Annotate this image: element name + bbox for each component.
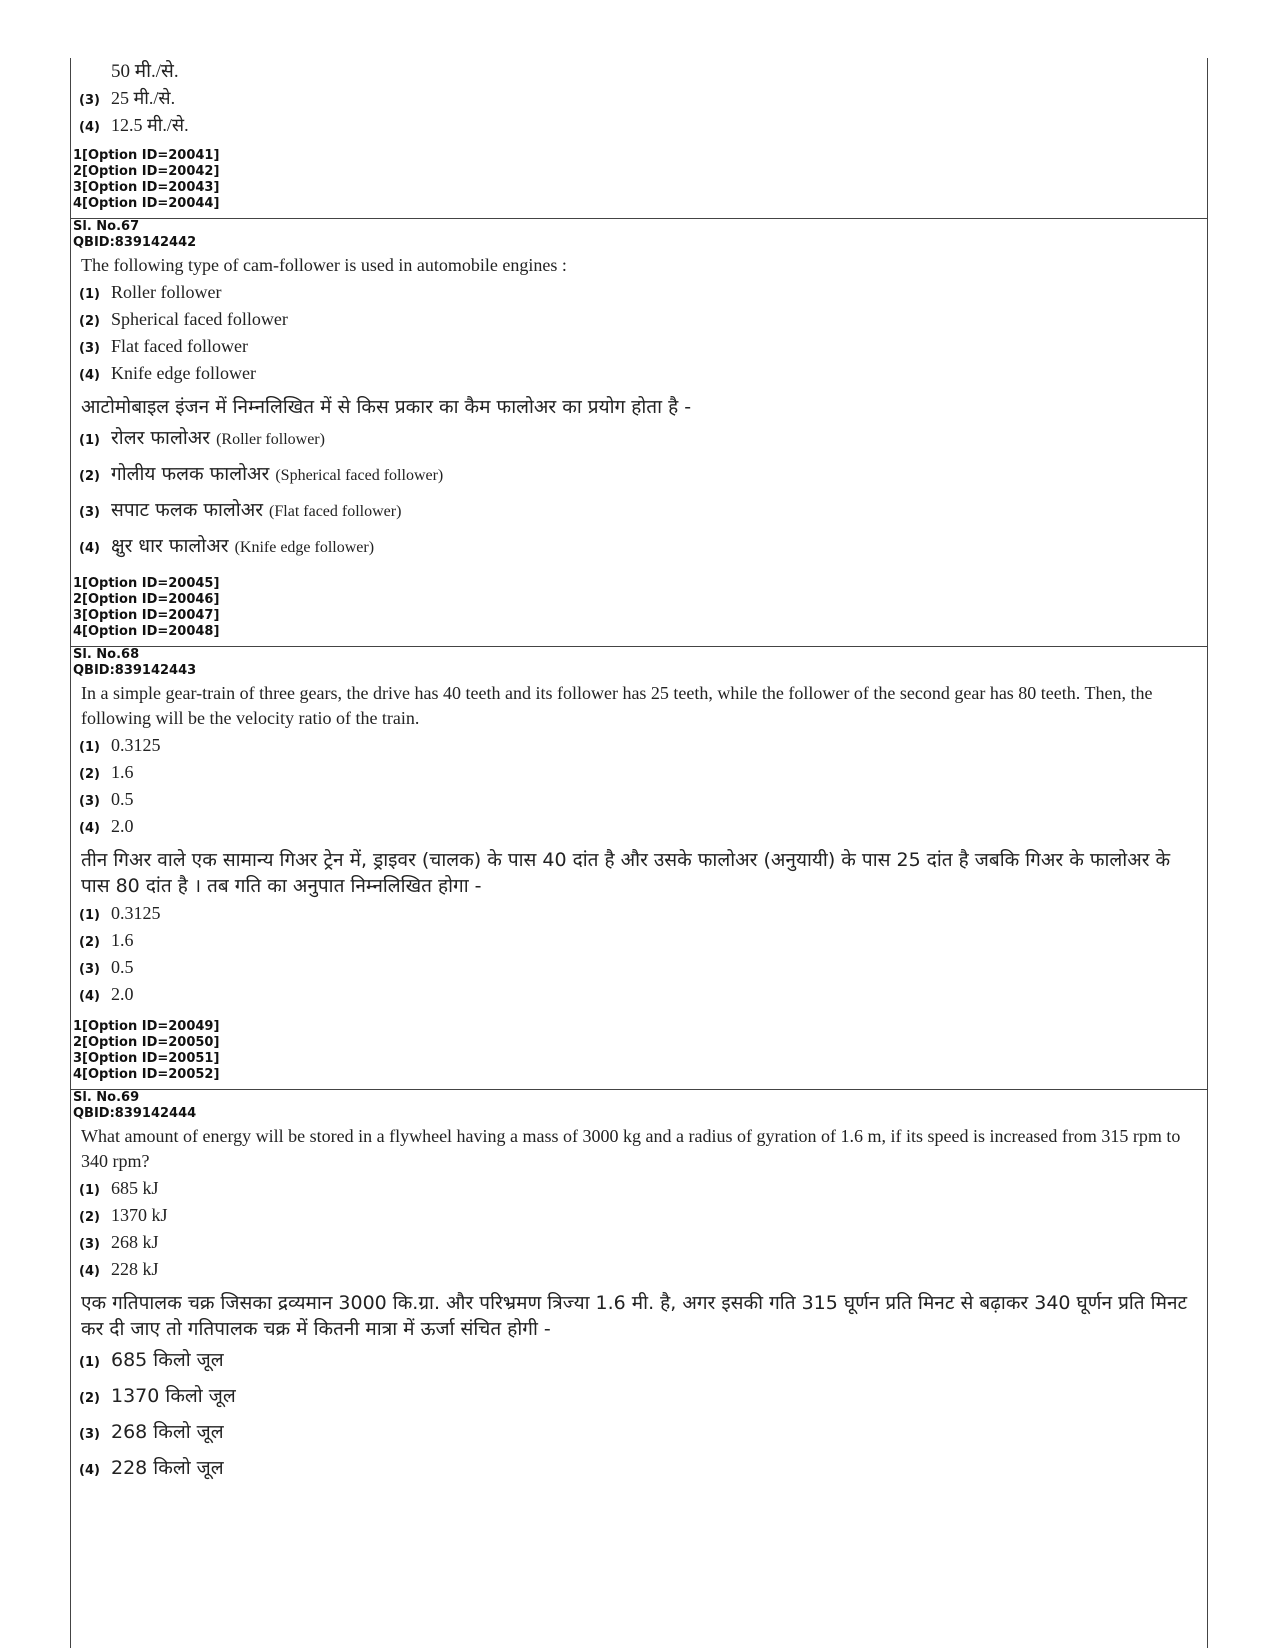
option-row: [71, 496, 1207, 532]
option-row: [71, 816, 1207, 843]
option-text: 1.6: [111, 930, 134, 950]
option-id: 3[Option ID=20047]: [73, 608, 220, 623]
continued-option-text: 50 मी./से.: [111, 61, 179, 82]
option-text: 1370 किलो जूल: [111, 1385, 236, 1407]
option-english-gloss: (Roller follower): [216, 431, 325, 448]
qbid: QBID:839142444: [73, 1106, 197, 1121]
question-block-67: [71, 219, 1207, 647]
option-number: (4): [79, 989, 100, 1004]
option-text: रोलर फालोअर: [111, 427, 217, 449]
option-text: 685 किलो जूल: [111, 1349, 224, 1371]
option-id-list: [71, 1019, 1207, 1083]
option-english-gloss: (Flat faced follower): [269, 503, 402, 520]
question-text-english: What amount of energy will be stored in a flywheel having a mass of 3000 kg and a radius of gyration of 1.6 m, if its speed is increased from 315 rpm to 340 rpm?: [81, 1126, 1181, 1171]
option-row: [71, 336, 1207, 363]
option-text: 2.0: [111, 816, 134, 836]
option-number: (4): [79, 1264, 100, 1279]
option-text: सपाट फलक फालोअर: [111, 499, 270, 521]
option-number: (4): [79, 120, 100, 135]
option-number: (2): [79, 314, 100, 329]
option-number: (3): [79, 93, 100, 108]
option-english-gloss: (Knife edge follower): [234, 539, 375, 556]
option-id: 3[Option ID=20051]: [73, 1051, 220, 1066]
option-english-gloss: (Spherical faced follower): [275, 467, 444, 484]
serial-number: Sl. No.68: [73, 647, 140, 662]
qbid: QBID:839142443: [73, 663, 197, 678]
option-text: 1.6: [111, 762, 134, 782]
question-header: [71, 219, 1207, 251]
option-id: 2[Option ID=20042]: [73, 164, 220, 179]
option-text: 2.0: [111, 984, 134, 1004]
option-row: [71, 762, 1207, 789]
option-text: 268 किलो जूल: [111, 1421, 224, 1443]
option-row: [71, 1178, 1207, 1205]
option-row: [71, 282, 1207, 309]
option-row: [71, 789, 1207, 816]
option-id: 1[Option ID=20049]: [73, 1019, 220, 1034]
option-number: (3): [79, 341, 100, 356]
option-number: (1): [79, 740, 100, 755]
option-number: (4): [79, 821, 100, 836]
option-row: [71, 903, 1207, 930]
option-id: 1[Option ID=20041]: [73, 148, 220, 163]
continued-question-block: [71, 58, 1207, 219]
option-number: (1): [79, 287, 100, 302]
option-id: 4[Option ID=20048]: [73, 624, 220, 639]
option-row: [71, 1346, 1207, 1382]
option-number: (2): [79, 767, 100, 782]
option-id: 1[Option ID=20045]: [73, 576, 220, 591]
option-row: [71, 460, 1207, 496]
option-text: 228 किलो जूल: [111, 1457, 224, 1479]
option-id-list: [71, 576, 1207, 640]
option-row: [71, 1259, 1207, 1286]
option-text: क्षुर धार फालोअर: [111, 535, 235, 557]
option-row: [71, 1382, 1207, 1418]
option-row: [71, 309, 1207, 336]
option-id: 2[Option ID=20046]: [73, 592, 220, 607]
option-text: Flat faced follower: [111, 336, 248, 356]
option-row: [71, 532, 1207, 568]
option-text: Spherical faced follower: [111, 309, 288, 329]
option-number: (3): [79, 1427, 100, 1442]
question-block-68: [71, 647, 1207, 1090]
option-row: [71, 424, 1207, 460]
option-row: [71, 957, 1207, 984]
option-text: 0.3125: [111, 903, 161, 923]
option-number: (3): [79, 962, 100, 977]
option-id: 2[Option ID=20050]: [73, 1035, 220, 1050]
question-header: [71, 1090, 1207, 1122]
option-text: Knife edge follower: [111, 363, 256, 383]
option-text: 0.5: [111, 957, 134, 977]
option-number: (1): [79, 908, 100, 923]
serial-number: Sl. No.67: [73, 219, 140, 234]
option-row: [71, 1232, 1207, 1259]
option-row: [71, 1418, 1207, 1454]
option-row: [71, 86, 1207, 113]
option-number: (4): [79, 541, 100, 556]
option-number: (1): [79, 1355, 100, 1370]
option-id: 4[Option ID=20044]: [73, 196, 220, 211]
option-number: (2): [79, 1391, 100, 1406]
option-row: [71, 930, 1207, 957]
option-number: (1): [79, 1183, 100, 1198]
option-id-list: [71, 148, 1207, 212]
option-text: 685 kJ: [111, 1178, 159, 1198]
option-number: (3): [79, 505, 100, 520]
qbid: QBID:839142442: [73, 235, 197, 250]
option-id: 4[Option ID=20052]: [73, 1067, 220, 1082]
question-paper-page: [70, 58, 1208, 1648]
question-text-hindi: एक गतिपालक चक्र जिसका द्रव्यमान 3000 कि.ग्रा. और परिभ्रमण त्रिज्या 1.6 मी. है, अगर इसकी गति 315 घूर्णन प्रति मिनट से बढ़ाकर 340 घूर्णन प्रति मिनट कर दी जाए तो गतिपालक चक्र में कितनी मात्रा में ऊर्जा संचित होगी -: [81, 1292, 1188, 1340]
option-number: (2): [79, 1210, 100, 1225]
option-number: (4): [79, 1463, 100, 1478]
option-number: (3): [79, 794, 100, 809]
option-id: 3[Option ID=20043]: [73, 180, 220, 195]
serial-number: Sl. No.69: [73, 1090, 140, 1105]
option-row: [71, 363, 1207, 390]
option-text: 0.5: [111, 789, 134, 809]
question-block-69: [71, 1090, 1207, 1496]
option-row: [71, 984, 1207, 1011]
option-text: Roller follower: [111, 282, 222, 302]
option-number: (4): [79, 368, 100, 383]
option-row: [71, 735, 1207, 762]
option-text: 12.5 मी./से.: [111, 115, 189, 135]
option-text: 0.3125: [111, 735, 161, 755]
option-row: [71, 113, 1207, 140]
option-text: 1370 kJ: [111, 1205, 168, 1225]
question-text-english: In a simple gear-train of three gears, the drive has 40 teeth and its follower has 25 teeth, while the follower of the second gear has 80 teeth. Then, the following will be the velocity ratio of the train.: [81, 683, 1153, 728]
option-number: (1): [79, 433, 100, 448]
option-number: (3): [79, 1237, 100, 1252]
question-text-english: The following type of cam-follower is used in automobile engines :: [81, 255, 567, 275]
option-text: गोलीय फलक फालोअर: [111, 463, 276, 485]
option-text: 25 मी./से.: [111, 88, 176, 108]
question-text-hindi: आटोमोबाइल इंजन में निम्नलिखित में से किस प्रकार का कैम फालोअर का प्रयोग होता है -: [81, 396, 692, 418]
question-header: [71, 647, 1207, 679]
option-number: (2): [79, 935, 100, 950]
option-row: [71, 1454, 1207, 1490]
option-text: 228 kJ: [111, 1259, 159, 1279]
question-text-hindi: तीन गिअर वाले एक सामान्य गिअर ट्रेन में, ड्राइवर (चालक) के पास 40 दांत है और उसके फालोअर (अनुयायी) के पास 25 दांत है जबकि गिअर के फालोअर के पास 80 दांत है । तब गति का अनुपात निम्नलिखित होगा -: [81, 849, 1171, 897]
option-number: (2): [79, 469, 100, 484]
option-row: [71, 1205, 1207, 1232]
option-text: 268 kJ: [111, 1232, 159, 1252]
